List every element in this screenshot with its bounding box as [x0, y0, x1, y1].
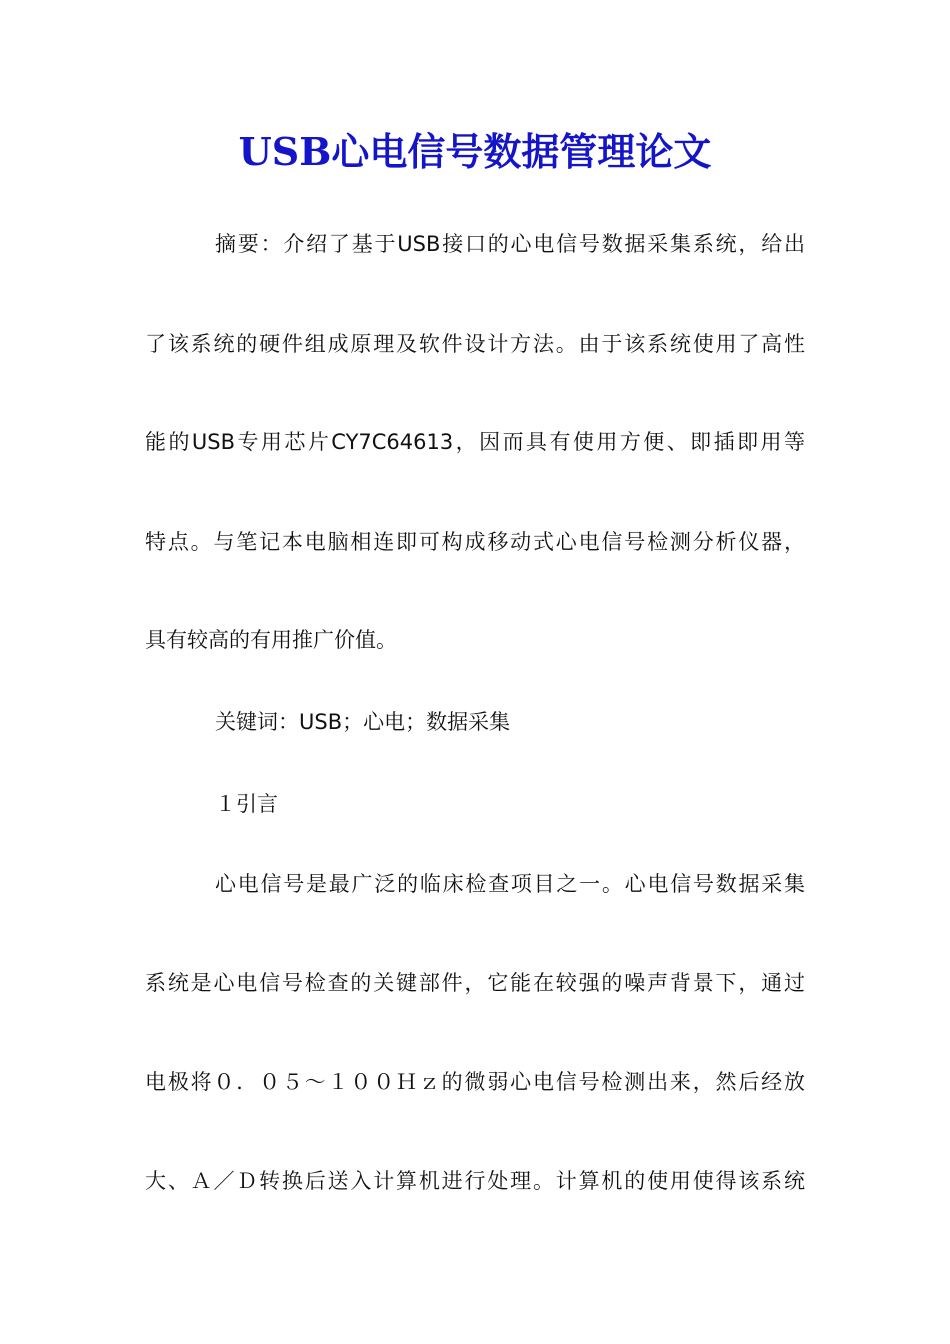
- abstract-line-2: 了该系统的硬件组成原理及软件设计方法。由于该系统使用了高性: [145, 332, 805, 356]
- abstract-line-4: 特点。与笔记本电脑相连即可构成移动式心电信号检测分析仪器，: [145, 530, 805, 554]
- document-title: USB心电信号数据管理论文: [238, 129, 712, 174]
- body-line-1: 心电信号是最广泛的临床检查项目之一。心电信号数据采集: [215, 872, 805, 896]
- section-heading-introduction: １引言: [215, 792, 278, 816]
- body-line-2: 系统是心电信号检查的关键部件，它能在较强的噪声背景下，通过: [145, 971, 805, 995]
- abstract-line-3: 能的USB专用芯片CY7C64613，因而具有使用方便、即插即用等: [145, 430, 805, 454]
- abstract-line-5: 具有较高的有用推广价值。: [145, 628, 397, 652]
- body-line-3: 电极将０．０５～１００Ｈｚ的微弱心电信号检测出来，然后经放: [145, 1070, 805, 1094]
- abstract-line-1: 摘要：介绍了基于USB接口的心电信号数据采集系统，给出: [215, 232, 805, 256]
- body-line-4: 大、Ａ／Ｄ转换后送入计算机进行处理。计算机的使用使得该系统: [145, 1169, 805, 1193]
- keywords-line: 关键词：USB；心电；数据采集: [215, 710, 511, 734]
